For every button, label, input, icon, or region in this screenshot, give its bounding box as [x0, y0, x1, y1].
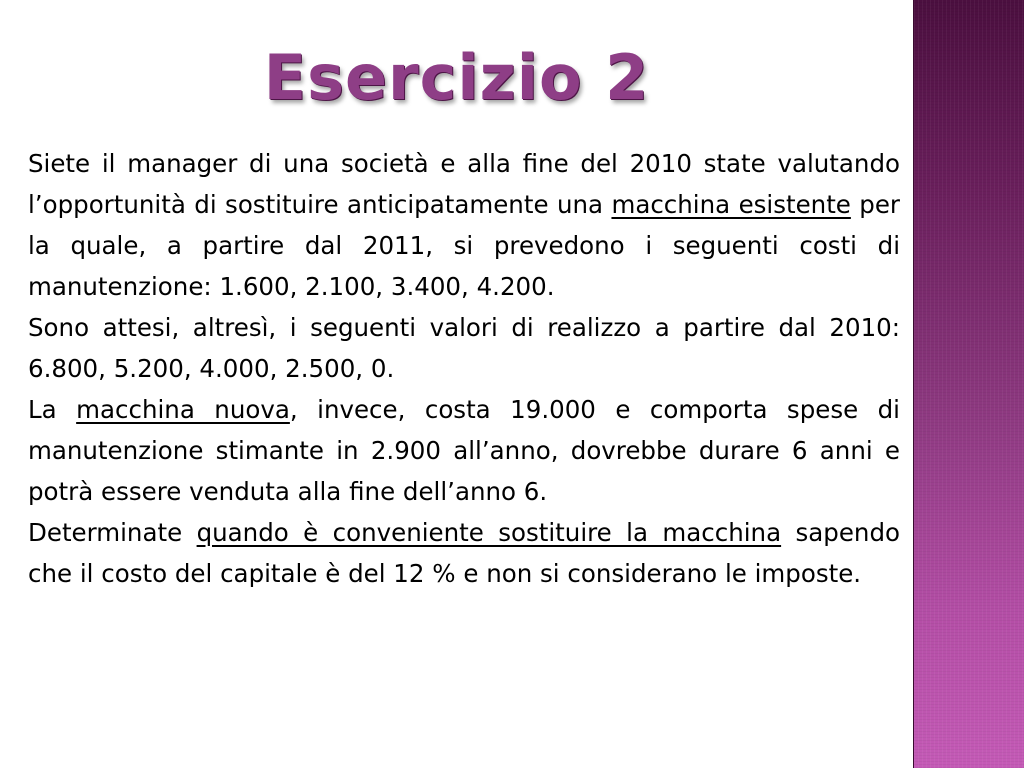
paragraph-existing-machine: [28, 143, 900, 307]
underlined-task: quando è conveniente sostituire la macchina: [196, 518, 782, 547]
underlined-existing-machine: macchina esistente: [611, 190, 851, 219]
decorative-side-band: [913, 0, 1024, 768]
paragraph-text: La: [28, 395, 77, 424]
exercise-text: [28, 143, 900, 594]
paragraph-text: Siete il manager di una società e alla fine del 2010 state valutando l’opportunità di sostituire anticipatamente una: [28, 149, 900, 219]
paragraph-text: Determinate: [28, 518, 197, 547]
paragraph-text: , invece, costa 19.000 e comporta spese di manutenzione stimante in 2.900 all’anno, dovrebbe durare 6 anni e potrà essere venduta alla fine dell’anno 6.: [28, 395, 900, 506]
paragraph-realization-values: [28, 307, 900, 389]
paragraph-text: sapendo che il costo del capitale è del 12 % e non si considerano le imposte.: [28, 518, 900, 588]
paragraph-task: [28, 512, 900, 594]
underlined-new-machine: macchina nuova: [76, 395, 290, 424]
slide-title: Esercizio 2: [263, 41, 650, 114]
paragraph-new-machine: [28, 389, 900, 512]
paragraph-text: Sono attesi, altresì, i seguenti valori di realizzo a partire dal 2010: 6.800, 5.200, 4.000, 2.500, 0.: [28, 313, 900, 383]
paragraph-text: per la quale, a partire dal 2011, si prevedono i seguenti costi di manutenzione: 1.600, 2.100, 3.400, 4.200.: [28, 190, 900, 301]
